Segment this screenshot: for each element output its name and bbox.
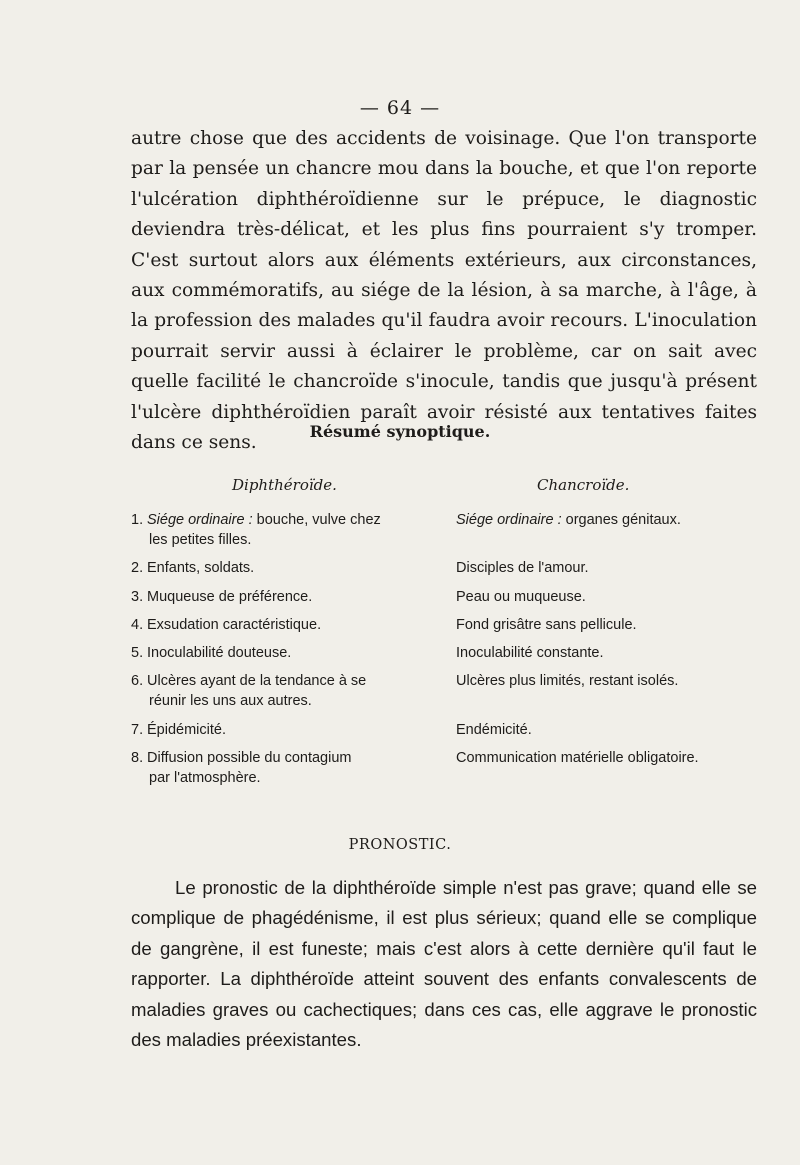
chancroide-cell: Inoculabilité constante. bbox=[456, 645, 604, 662]
row-number: 7. bbox=[131, 721, 144, 738]
diphtheroide-cell bbox=[147, 510, 456, 550]
row-number: 8. bbox=[131, 749, 144, 766]
intro-text: autre chose que des accidents de voisinage. Que l'on transporte par la pensée un chancre mou dans la bouche, et que l'on reporte l'ulcération diphthéroïdienne sur le prépuce, le diagnostic deviendra très-délicat, et les plus fins pourraient s'y tromper. C'est surtout alors aux éléments extérieurs, aux circonstances, aux commémoratifs, au siége de la lésion, à sa marche, à l'âge, à la profession des malades qu'il faudra avoir recours. L'inoculation pourrait servir aussi à éclairer le problème, car on sait avec quelle facilité le chancroïde s'inocule, tandis que jusqu'à présent l'ulcère diphthéroïdien paraît avoir résisté aux tentatives faites dans ce sens. bbox=[131, 128, 757, 454]
diphtheroide-cell: Muqueuse de préférence. bbox=[147, 588, 313, 605]
cell-text: Ulcères ayant de la tendance à se bbox=[147, 673, 367, 690]
chancroide-cell: Fond grisâtre sans pellicule. bbox=[456, 616, 637, 633]
table-row bbox=[131, 558, 757, 578]
intro-paragraph bbox=[131, 124, 757, 458]
table-row bbox=[131, 510, 757, 550]
synoptic-table bbox=[131, 510, 757, 796]
diphtheroide-cell: Inoculabilité douteuse. bbox=[147, 645, 292, 662]
summary-heading: Résumé synoptique. bbox=[309, 422, 491, 441]
diphtheroide-cell: Exsudation caractéristique. bbox=[147, 616, 322, 633]
column-title-chancroide: Chancroïde. bbox=[537, 476, 630, 494]
cell-continuation: par l'atmosphère. bbox=[149, 770, 261, 787]
chancroide-cell: Peau ou muqueuse. bbox=[456, 588, 586, 605]
cell-label: Siége ordinaire : bbox=[147, 512, 253, 528]
row-number: 3. bbox=[131, 588, 144, 605]
cell-text: organes génitaux. bbox=[565, 512, 681, 528]
chancroide-cell bbox=[456, 510, 757, 550]
cell-label: Siége ordinaire : bbox=[456, 512, 562, 528]
chancroide-cell: Endémicité. bbox=[456, 721, 532, 738]
cell-text: Diffusion possible du contagium bbox=[147, 749, 352, 766]
diphtheroide-cell: Épidémicité. bbox=[147, 721, 226, 738]
pronostic-text: Le pronostic de la diphthéroïde simple n'est pas grave; quand elle se complique de phagédénisme, il est plus sérieux; quand elle se complique de gangrène, il est funeste; mais c'est alors à cette dernière qu'il faut le rapporter. La diphthéroïde atteint souvent des enfants convalescents de maladies graves ou cachectiques; dans ces cas, elle aggrave le pronostic des maladies préexistantes. bbox=[131, 877, 757, 1051]
row-number: 5. bbox=[131, 645, 144, 662]
table-row bbox=[131, 720, 757, 740]
diphtheroide-cell bbox=[147, 671, 456, 711]
row-number: 1. bbox=[131, 512, 144, 528]
table-row bbox=[131, 748, 757, 788]
table-row bbox=[131, 587, 757, 607]
pronostic-heading: PRONOSTIC. bbox=[348, 837, 452, 853]
table-row bbox=[131, 643, 757, 663]
diphtheroide-cell bbox=[147, 748, 456, 788]
column-title-diphtheroide: Diphthéroïde. bbox=[232, 476, 337, 494]
row-number: 6. bbox=[131, 673, 144, 690]
chancroide-cell: Disciples de l'amour. bbox=[456, 560, 589, 577]
chancroide-cell: Ulcères plus limités, restant isolés. bbox=[456, 673, 679, 690]
row-number: 4. bbox=[131, 616, 144, 633]
row-number: 2. bbox=[131, 560, 144, 577]
pronostic-paragraph bbox=[131, 873, 757, 1055]
cell-continuation: réunir les uns aux autres. bbox=[149, 693, 312, 710]
table-row bbox=[131, 615, 757, 635]
diphtheroide-cell: Enfants, soldats. bbox=[147, 560, 255, 577]
page-number: — 64 — bbox=[359, 97, 441, 119]
chancroide-cell: Communication matérielle obligatoire. bbox=[456, 749, 699, 766]
cell-text: bouche, vulve chez bbox=[256, 512, 381, 528]
table-row bbox=[131, 671, 757, 711]
cell-continuation: les petites filles. bbox=[149, 532, 252, 549]
